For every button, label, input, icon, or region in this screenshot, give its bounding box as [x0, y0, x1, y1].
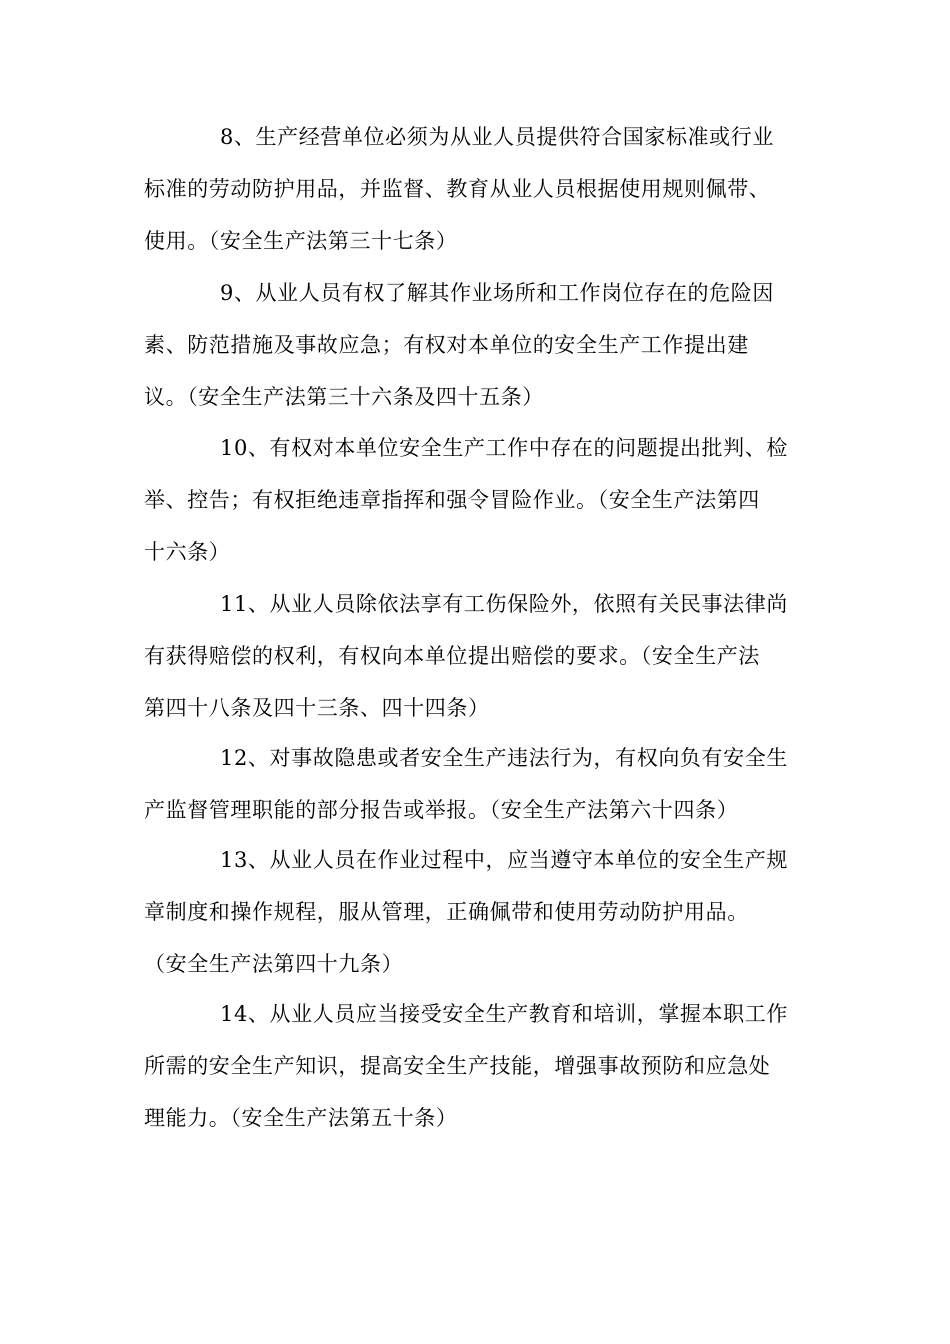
paragraph-line: （安全生产法第四十九条）: [144, 952, 404, 976]
paragraph-line: 章制度和操作规程，服从管理，正确佩带和使用劳动防护用品。: [144, 900, 749, 924]
paragraph-line: 素、防范措施及事故应急；有权对本单位的安全生产工作提出建: [144, 333, 749, 357]
paragraph-line: 14、从业人员应当接受安全生产教育和培训，掌握本职工作: [220, 1002, 788, 1026]
paragraph-line: 13、从业人员在作业过程中，应当遵守本单位的安全生产规: [220, 848, 788, 872]
paragraph-line: 8、生产经营单位必须为从业人员提供符合国家标准或行业: [220, 125, 774, 149]
paragraph-line: 标准的劳动防护用品，并监督、教育从业人员根据使用规则佩带、: [144, 177, 771, 201]
paragraph-line: 使用。（安全生产法第三十七条）: [144, 229, 458, 253]
paragraph-line: 议。（安全生产法第三十六条及四十五条）: [144, 385, 544, 409]
paragraph-line: 举、控告；有权拒绝违章指挥和强令冒险作业。（安全生产法第四: [144, 488, 760, 512]
paragraph-line: 11、从业人员除依法享有工伤保险外，依照有关民事法律尚: [220, 592, 788, 616]
paragraph-line: 12、对事故隐患或者安全生产违法行为，有权向负有安全生: [220, 746, 788, 770]
paragraph-line: 有获得赔偿的权利，有权向本单位提出赔偿的要求。（安全生产法: [144, 644, 760, 668]
paragraph-line: 十六条）: [144, 540, 231, 564]
paragraph-line: 所需的安全生产知识，提高安全生产技能，增强事故预防和应急处: [144, 1054, 771, 1078]
paragraph-line: 10、有权对本单位安全生产工作中存在的问题提出批判、检: [220, 436, 788, 460]
paragraph-line: 理能力。（安全生产法第五十条）: [144, 1106, 458, 1130]
paragraph-line: 第四十八条及四十三条、四十四条）: [144, 696, 490, 720]
paragraph-line: 9、从业人员有权了解其作业场所和工作岗位存在的危险因: [220, 281, 774, 305]
paragraph-line: 产监督管理职能的部分报告或举报。（安全生产法第六十四条）: [144, 798, 739, 822]
